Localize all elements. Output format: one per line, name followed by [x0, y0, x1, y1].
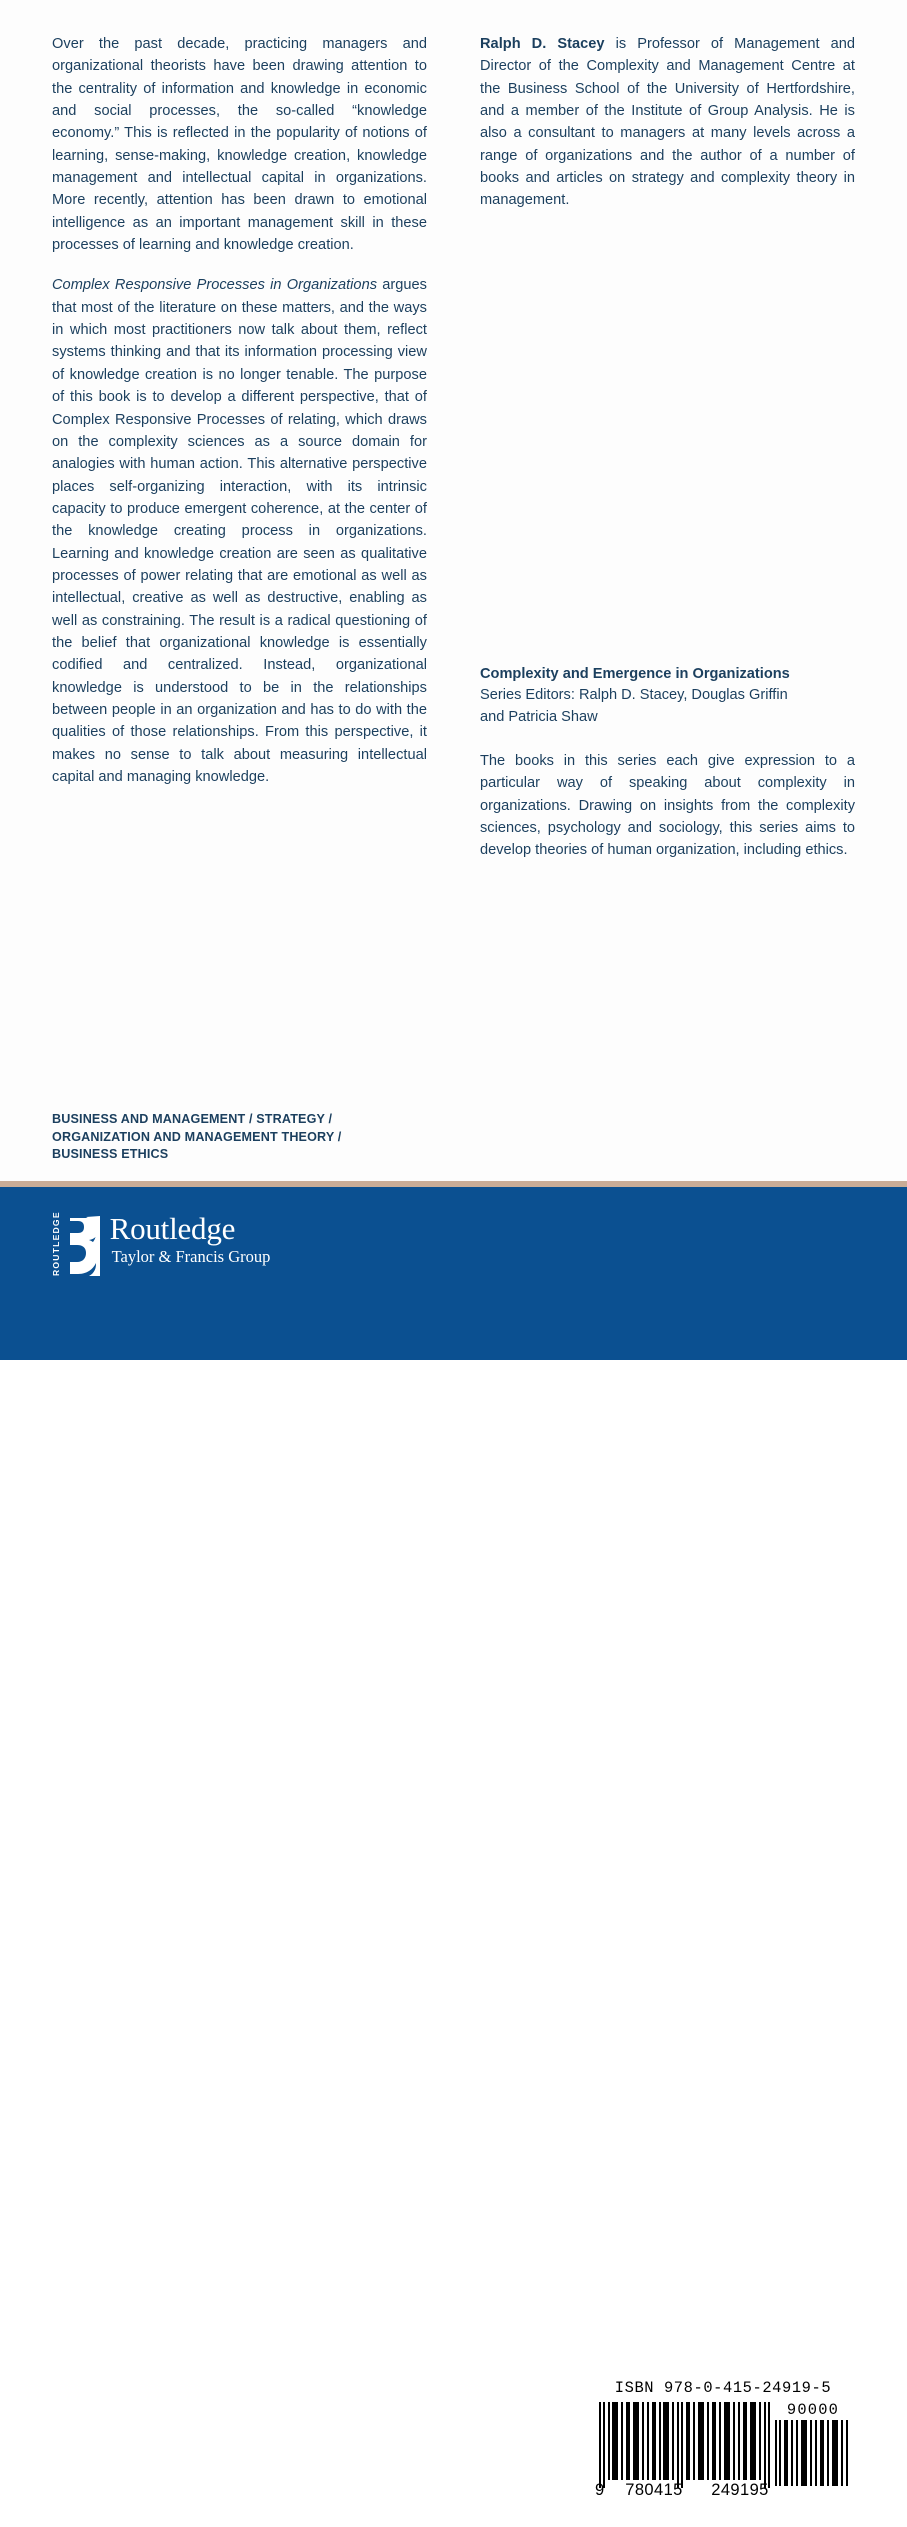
series-editors-line-2: and Patricia Shaw — [480, 708, 598, 725]
author-bio-text: is Professor of Management and Director of the Complexity and Management Centre at the Business School of the University of Hertfordshire, and a member of the Institute of Group Analysis. He is also a consultant to managers at many levels across a range of organizations and the author of a number of books and articles on strategy and complexity theory in management. — [480, 36, 855, 209]
routledge-vertical-wordmark: ROUTLEDGE — [51, 1211, 61, 1276]
cover-image-credit — [305, 2489, 507, 2523]
isbn-text: ISBN 978-0-415-24919-5 — [614, 2379, 832, 2397]
ean-digits-left: 780415 — [625, 2481, 683, 2499]
isbn-barcode-box — [586, 2373, 860, 2519]
author-bio — [480, 33, 855, 212]
bisac-line-1: BUSINESS AND MANAGEMENT / STRATEGY / — [52, 1112, 333, 1126]
ean-digit-first: 9 — [595, 2481, 605, 2499]
series-title: Complexity and Emergence in Organizations — [480, 666, 790, 682]
barcode-bars-row — [593, 2402, 853, 2500]
ean5-addon-bars — [775, 2420, 851, 2486]
ean13-barcode-bars — [599, 2402, 775, 2488]
address-line-1: 2 Park Square, Milton Park, — [52, 2474, 182, 2486]
bisac-line-3: BUSINESS ETHICS — [52, 1147, 169, 1162]
blurb-paragraph-1: Over the past decade, practicing managers and organizational theorists have been drawing attention to the centrality of information and knowledge in economic and social processes, the so-called “knowledge economy.” This is reflected in the popularity of notions of learning, sense-making, knowledge creation, knowledge management and intellectual capital in organizations. More recently, attention has been drawn to emotional intelligence as an important management skill in these processes of learning and knowledge creation. — [52, 36, 427, 254]
address-line-3: 270 Madison Ave, New York NY 10016 — [52, 2500, 234, 2513]
addon-price-code: 90000 — [786, 2401, 840, 2419]
publisher-website[interactable]: www.routledge.com — [52, 2513, 145, 2526]
ean-digits-right: 249195 — [711, 2481, 769, 2499]
routledge-logo — [51, 1211, 271, 1276]
series-block — [480, 664, 855, 862]
bisac-line-2: ORGANIZATION AND MANAGEMENT THEORY / — [52, 1129, 342, 1144]
blurb-paragraph-2 — [52, 274, 427, 788]
address-line-2: Abingdon, Oxon, OX14 4RN — [52, 2487, 186, 2500]
routledge-logo-text — [110, 1212, 271, 1266]
series-description: The books in this series each give expression to a particular way of speaking about complexity in organizations. Drawing on insights from the complexity sciences, psychology and sociology, this series aims to develop theories of human organization, including ethics. — [480, 753, 855, 859]
routledge-name: Routledge — [109, 1211, 236, 1246]
ean-human-readable-digits — [595, 2481, 785, 2500]
series-editors-line-1: Series Editors: Ralph D. Stacey, Douglas Griffin — [480, 687, 788, 703]
publisher-footer-band — [0, 1187, 907, 2526]
cover-credit-line-1: Cover image: Pat O'Hara, courtesy of — [305, 2490, 508, 2504]
barcode-addon — [775, 2402, 851, 2491]
back-cover-page — [0, 0, 907, 1181]
cover-credit-line-2: Tony Stone Images — [305, 2507, 410, 2521]
blurb-paragraph-2-rest: argues that most of the literature on these matters, and the ways in which most practitioners now talk about them, reflect systems thinking and that its information processing view of knowledge creation is no longer tenable. The purpose of this book is to develop a different perspective, that of Complex Responsive Processes of relating, which draws on the complexity sciences as a source domain for analogies with human action. This alternative perspective places self-organizing interaction, with its intrinsic capacity to produce emergent coherence, at the center of the knowledge creating process in organizations. Learning and knowledge creation are seen as qualitative processes of power relating that are emotional as well as intellectual, creative as well as destructive, enabling as well as constraining. The result is a radical questioning of the belief that organizational knowledge is essentially codified and centralized. Instead, organizational knowledge is understood to be in the relationships between people in an organization and has to do with the qualities of those relationships. From this perspective, it makes no sense to talk about measuring intellectual capital and managing knowledge. — [52, 277, 427, 785]
author-name: Ralph D. Stacey — [480, 36, 605, 52]
publisher-address — [52, 2474, 234, 2527]
routledge-subtitle: Taylor & Francis Group — [111, 1247, 271, 1266]
bisac-categories — [52, 1111, 472, 1164]
routledge-r-mark — [64, 1216, 100, 1276]
left-column — [52, 33, 427, 788]
book-title-italic: Complex Responsive Processes in Organizations — [52, 277, 378, 294]
